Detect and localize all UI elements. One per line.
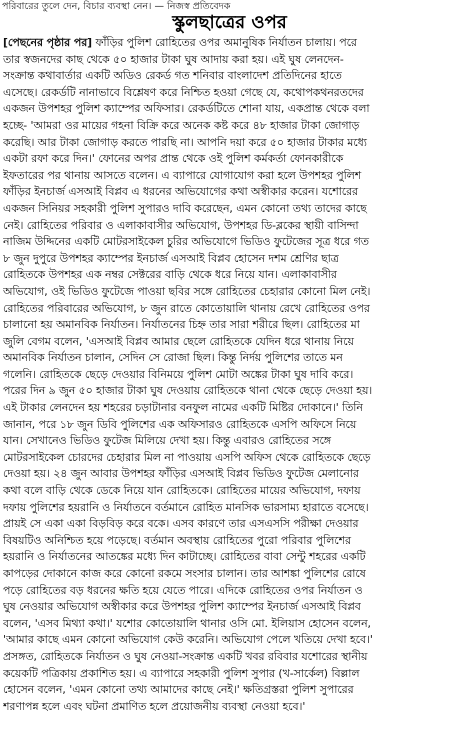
article-line-text: জানান, পরে ১৮ জুন ডিবি পুলিশের এক অফিসারও রোহিতকে এসপি অফিসে নিয়ে — [3, 417, 357, 431]
article-line-text: ৮ জুন দুপুরে উপশহর ক্যাম্পের ইনচার্জ এসআই বিপ্লব হোসেন দশম শ্রেণির ছাত্র — [3, 251, 339, 265]
article-line-text: নেই। রোহিতের পরিবার ও এলাকাবাসীর অভিযোগ, উপশহর ডি-ব্লকের স্থায়ী বাসিন্দা — [3, 218, 359, 232]
article-line — [3, 466, 456, 483]
article-line — [3, 334, 456, 351]
article-line-text: নাজিম উদ্দিনের একটি মোটরসাইকেল চুরির অভিযোগে ভিডিও ফুটেজের সূত্র ধরে গত — [3, 235, 369, 249]
article-line — [3, 35, 456, 52]
article-line-text: গলেনি। রোহিতকে ছেড়ে দেওয়ার বিনিময়ে পুলিশ মোটা অঙ্কের টাকা ঘুষ দাবি করে। — [3, 367, 354, 381]
article-line-text: একজন সিনিয়র সহকারী পুলিশ সুপারও দাবি করেছেন, এমন কোনো তথ্য তাদের কাছে — [3, 201, 367, 215]
article-line-text: প্রায়ই সে একা একা বিড়বিড় করে বকে। এসব কারণে তার এসএসসি পরীক্ষা দেওয়ার — [3, 517, 359, 531]
article-line — [3, 367, 456, 384]
article-line-text: যান। সেখানেও ভিডিও ফুটেজ মিলিয়ে দেখা হয়। কিন্তু এবারও রোহিতের সঙ্গে — [3, 434, 331, 448]
article-line — [3, 500, 456, 517]
article-line — [3, 666, 456, 683]
article-line-text: দফায় পুলিশের হয়রানি ও নির্যাতনে বর্তমানে রোহিত মানসিক ভারসাম্য হারাতে বসেছে। — [3, 500, 369, 514]
article-line — [3, 68, 456, 85]
article-line-text: মোটরসাইকেল চোরদের চেহারার মিল না পাওয়ায় এসপি অফিস থেকে রোহিতকে ছেড়ে — [3, 450, 371, 464]
article-line — [3, 101, 456, 118]
article-line-text: এই টাকার লেনদেন হয় শহরের চড়াটানার বনফুল নামের একটি মিষ্টির দোকানে।' তিনি — [3, 401, 363, 415]
article-line-text: ঘুষ নেওয়ার অভিযোগ অস্বীকার করে উপশহর পুলিশ ক্যাম্পের ইনচার্জ এসআই বিপ্লব — [3, 600, 361, 614]
article-line-text: রোহিতকে উপশহর এক নম্বর সেক্টরের বাড়ি থেকে ধরে নিয়ে যান। এলাকাবাসীর — [3, 268, 337, 282]
article-line — [3, 317, 456, 334]
article-line — [3, 118, 456, 135]
article-line-text: হোসেন বলেন, 'এমন কোনো তথ্য আমাদের কাছে নেই।' ক্ষতিগ্রস্তরা পুলিশ সুপারের — [3, 683, 354, 697]
article-line-text: কাপড়ের দোকানে কাজ করে কোনো রকমে সংসার চালান। তার আশঙ্কা পুলিশের রোষে — [3, 567, 366, 580]
article-line — [3, 201, 456, 218]
article-line-text: বলেন, 'এসব মিথ্যা কথা।' যশোর কোতোয়ালি থানার ওসি মো. ইলিয়াস হোসেন বলেন, — [3, 616, 371, 630]
article-line — [3, 52, 456, 69]
article-body — [3, 35, 456, 750]
article-line-text: প্রসঙ্গত, রোহিতকে নির্যাতন ও ঘুষ নেওয়া-সংক্রান্ত একটি খবর রবিবার যশোরের স্থানীয় — [3, 649, 368, 663]
article-line-text: অমানবিক নির্যাতন চালান, সেদিন সে রোজা ছিল। কিন্তু নির্দয় পুলিশের তাতে মন — [3, 351, 343, 365]
article-line-text: হয়রানি ও নির্যাতনের আতঙ্কের মধ্যে দিন কাটাচ্ছে। রোহিতের বাবা সেন্টু শহরের একটি — [3, 550, 366, 564]
article-line-text: পরের দিন ৯ জুন ৫০ হাজার টাকা ঘুষ দেওয়ায় রোহিতকে থানা থেকে ছেড়ে দেওয়া হয়। — [3, 384, 373, 398]
article-line — [3, 135, 456, 152]
article-line — [3, 682, 456, 699]
article-line — [3, 251, 456, 268]
article-line — [3, 267, 456, 284]
article-line — [3, 599, 456, 616]
article-line-text: ফাঁড়ির পুলিশ রোহিতের ওপর অমানুষিক নির্যাতন চালায়। পরে — [92, 36, 357, 49]
article-line — [3, 417, 456, 434]
article-line-text: একজন উপশহর পুলিশ ক্যাম্পের অফিসার। রেকর্ডটিতে শোনা যায়, একপ্রান্ত থেকে বলা — [3, 102, 370, 116]
article-line-text: অভিযোগ, ওই ভিডিও ফুটেজে পাওয়া ছবির সঙ্গে রোহিতের চেহারার কোনো মিল নেই। — [3, 284, 371, 298]
article-line-text: করেছি। আর টাকা জোগাড় করতে পারছি না। আপনি দয়া করে ৫০ হাজার টাকার মধ্যে — [3, 135, 367, 149]
article-line — [3, 168, 456, 185]
article-line — [3, 400, 456, 417]
article-line-text: পড়ে রোহিতের বড় ধরনের ক্ষতি হয়ে যেতে পারে। এদিকে রোহিতের ওপর নির্যাতন ও — [3, 583, 363, 597]
article-line-text: চালানো হয় অমানবিক নির্যাতন। নির্যাতনের চিহ্ন তার সারা শরীরে ছিল। রোহিতের মা — [3, 318, 360, 332]
article-line — [3, 649, 456, 666]
article-line — [3, 566, 456, 583]
article-line-text: এসেছে। রেকর্ডটি নানাভাবে বিশ্লেষণ করে নিশ্চিত হওয়া গেছে যে, কথোপকথনরতদের — [3, 85, 364, 99]
article-line-text: একটা রফা করে দিন।' ফোনের অপর প্রান্ত থেকে ওই পুলিশ কর্মকর্তা ফোনকারীকে — [3, 152, 344, 166]
article-line — [3, 616, 456, 633]
article-line — [3, 583, 456, 600]
article-line-text: ফাঁড়ির ইনচার্জ এসআই বিপ্লব এ ধরনের অভিযোগের কথা অস্বীকার করেন। যশোরের — [3, 185, 358, 199]
article-line — [3, 151, 456, 168]
article-line — [3, 433, 456, 450]
article-line — [3, 301, 456, 318]
article-line — [3, 234, 456, 251]
article-line — [3, 184, 456, 201]
article-line — [3, 533, 456, 550]
article-line — [3, 284, 456, 301]
article-line-text: কথা বলে বাড়ি থেকে ডেকে নিয়ে যান রোহিতকে। রোহিতের মায়ের অভিযোগ, দফায় — [3, 484, 361, 498]
article-line-text: ইফতারের পর থানায় আসতে বলেন। এ ব্যাপারে যোগাযোগ করা হলে উপশহর পুলিশ — [3, 168, 362, 182]
article-line-text: দেওয়া হয়। ২৪ জুন আবার উপশহর ফাঁড়ির এসআই বিপ্লব ভিডিও ফুটেজ মেলানোর — [3, 467, 359, 481]
article-line-text: 'আমার কাছে এমন কোনো অভিযোগ কেউ করেনি। অভিযোগ পেলে খতিয়ে দেখা হবে।' — [3, 633, 373, 647]
article-line — [3, 549, 456, 566]
article-line-text: রোহিতের পরিবারের অভিযোগ, ৮ জুন রাতে কোতোয়ালি থানায় রেখে রোহিতের ওপর — [3, 301, 370, 315]
article-line-text: কয়েকটি পত্রিকায় প্রকাশিত হয়। এ ব্যাপারে সহকারী পুলিশ সুপার (খ-সার্কেল) বিল্লাল — [3, 666, 360, 680]
article-line — [3, 85, 456, 102]
article-line — [3, 699, 456, 716]
article-line-text: হচ্ছে- 'আমরা ওর মায়ের গহনা বিক্রি করে অনেক কষ্ট করে ৪৮ হাজার টাকা জোগাড় — [3, 118, 360, 132]
article-line-text: তার স্বজনদের কাছ থেকে ৫০ হাজার টাকা ঘুষ আদায় করা হয়। এই ঘুষ লেনদেন- — [3, 52, 344, 66]
previous-article-tail: পরিবারের তুলে দেন, বিচার ব্যবস্থা নেন। — নিজস্ব প্রতিবেদক — [2, 1, 231, 12]
article-line — [3, 350, 456, 367]
article-line — [3, 383, 456, 400]
article-line — [3, 483, 456, 500]
article-line-text: জুলি বেগম বলেন, 'এসআই বিপ্লব আমার ছেলে রোহিতকে যেদিন ধরে থানায় নিয়ে — [3, 334, 354, 348]
headline: স্কুলছাত্রের ওপর — [172, 12, 287, 33]
article-line — [3, 632, 456, 649]
continued-from-back-page-tag: [পেছনের পৃষ্ঠার পর] — [3, 36, 93, 49]
article-line — [3, 218, 456, 235]
article-line — [3, 450, 456, 467]
article-line-text: সংক্রান্ত কথাবার্তার একটি অডিও রেকর্ড গত শনিবার বাংলাদেশ প্রতিদিনের হাতে — [3, 69, 342, 83]
article-line-text: শরণাপন্ন হলে এবং ঘটনা প্রমাণিত হলে প্রয়োজনীয় ব্যবস্থা নেওয়া হবে।' — [3, 699, 306, 713]
article-line-text: বিষয়টিও অনিশ্চিত হয়ে পড়েছে। বর্তমান অবস্থায় রোহিতের পুরো পরিবার পুলিশের — [3, 533, 351, 547]
article-line — [3, 516, 456, 533]
